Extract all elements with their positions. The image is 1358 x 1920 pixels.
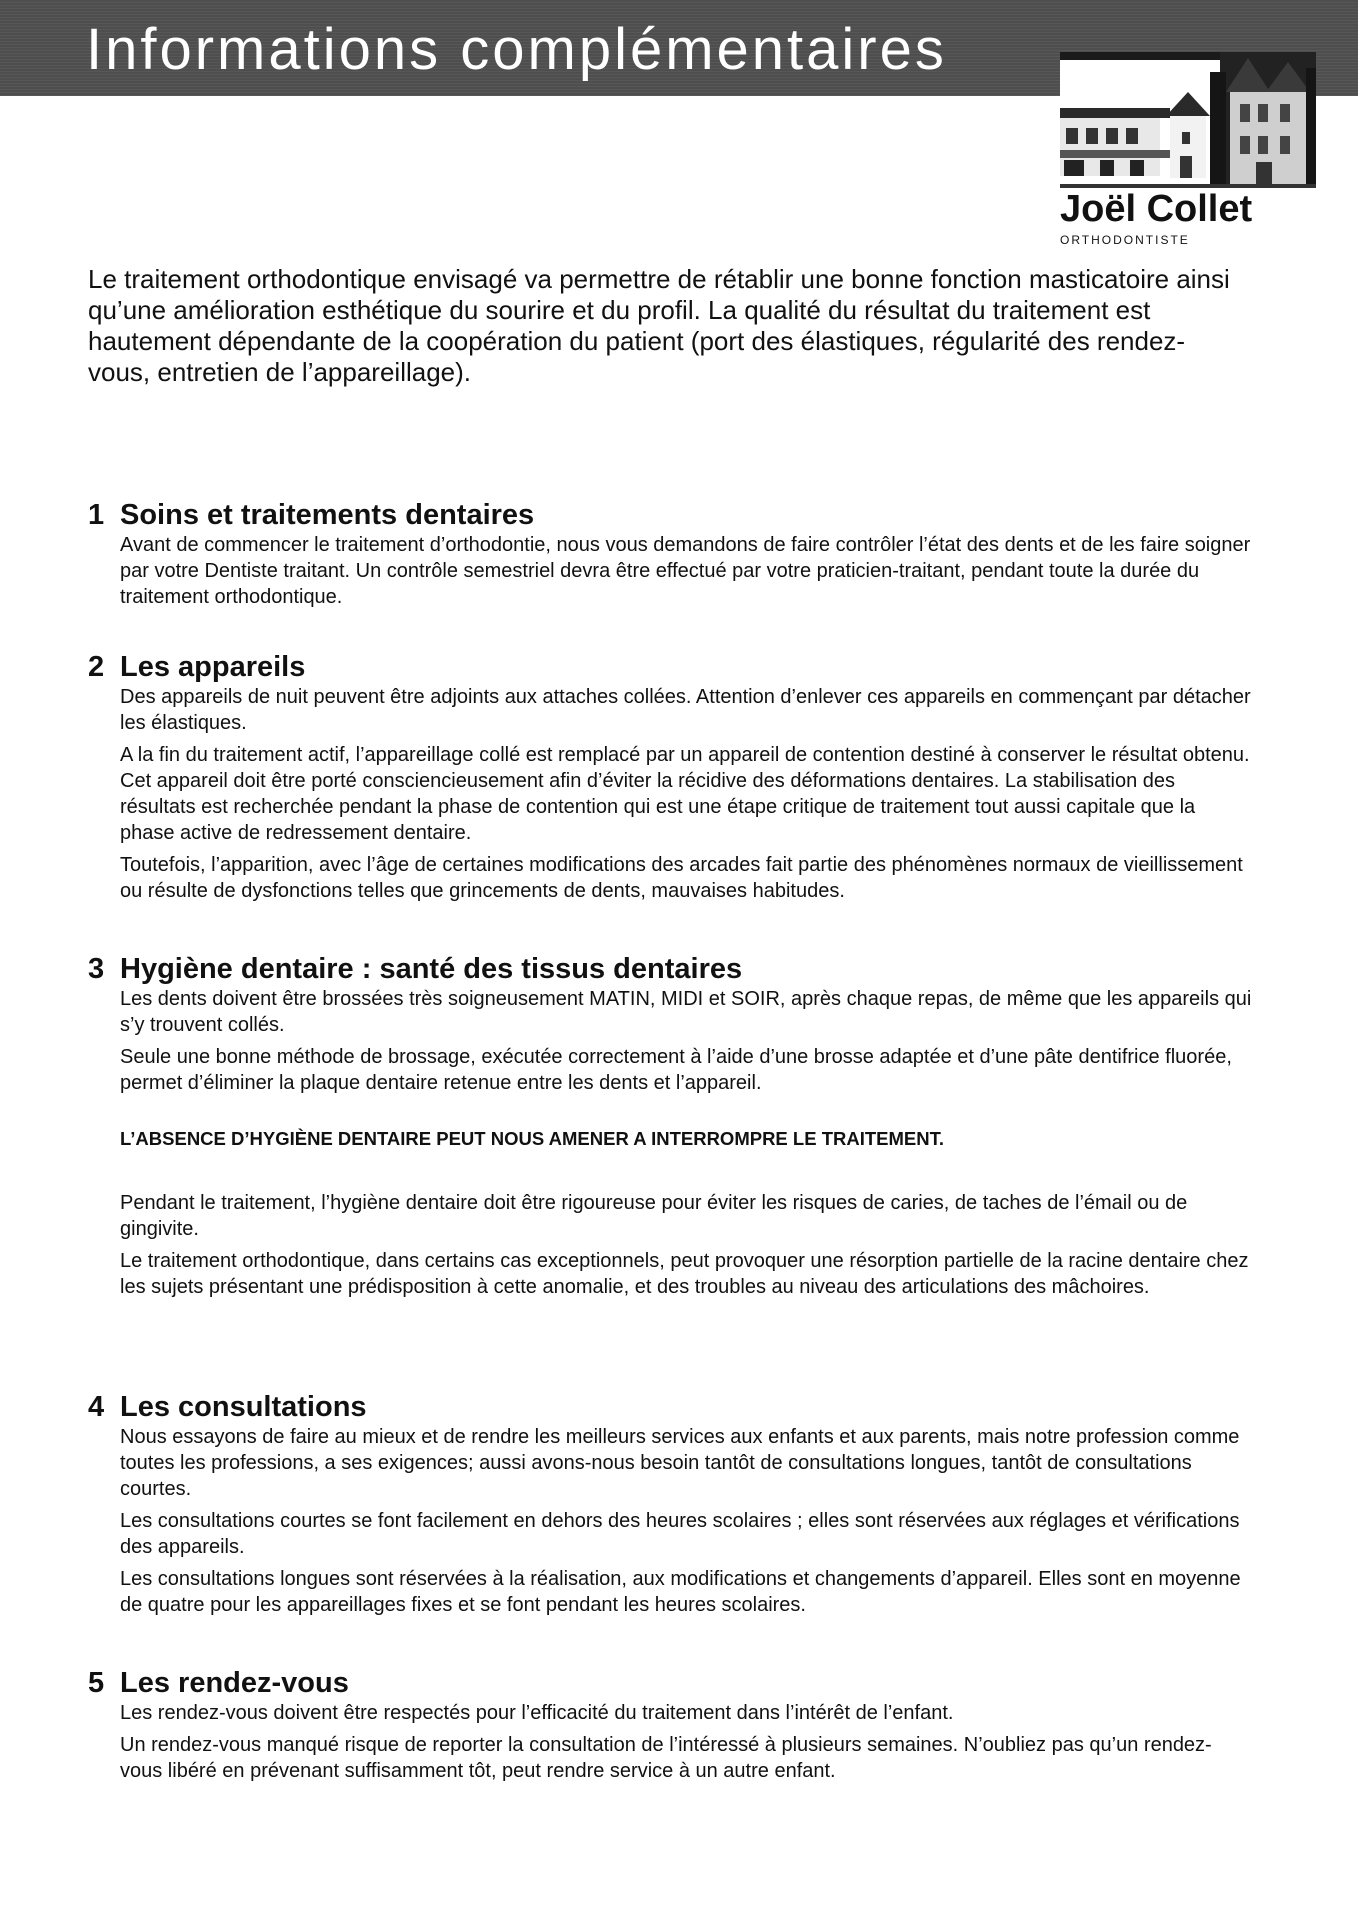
section-heading (88, 1390, 1252, 1424)
section-soins (88, 498, 1252, 616)
section-number: 5 (88, 1667, 105, 1699)
section-appareils (88, 650, 1252, 910)
paragraph: Pendant le traitement, l’hygiène dentaire doit être rigoureuse pour éviter les risques de caries, de taches de l’émail ou de gingivite. (120, 1192, 1188, 1240)
section-title: Hygiène dentaire : santé des tissus dentaires (120, 953, 743, 985)
paragraph: Toutefois, l’apparition, avec l’âge de certaines modifications des arcades fait partie des phénomènes normaux de vieillissement ou résulte de dysfonctions telles que grincements de dents, mauvaises habitudes. (120, 854, 1243, 902)
paragraph: Nous essayons de faire au mieux et de rendre les meilleurs services aux enfants et aux parents, mais notre profession comme toutes les professions, a ses exigences; aussi avons-nous besoin tantôt de consultations longues, tantôt de consultations courtes. (120, 1426, 1240, 1500)
intro-paragraph: Le traitement orthodontique envisagé va permettre de rétablir une bonne fonction masticatoire ainsi qu’une amélioration esthétique du sourire et du profil. La qualité du résultat du traitement est hautement dépendante de la coopération du patient (port des élastiques, régularité des rendez-vous, entretien de l’appareillage). (88, 264, 1230, 387)
section-heading (88, 498, 1252, 532)
section-hygiene (88, 952, 1252, 1306)
section-consultations (88, 1390, 1252, 1624)
paragraph: Le traitement orthodontique, dans certains cas exceptionnels, peut provoquer une résorption partielle de la racine dentaire chez les sujets présentant une prédisposition à cette anomalie, et des troubles au niveau des articulations des mâchoires. (120, 1250, 1249, 1298)
paragraph: Les rendez-vous doivent être respectés pour l’efficacité du traitement dans l’intérêt de l’enfant. (120, 1702, 954, 1724)
section-title: Soins et traitements dentaires (120, 499, 535, 531)
section-heading (88, 650, 1252, 684)
page-title: Informations complémentaires (86, 17, 947, 82)
practitioner-name: Joël Collet (1060, 188, 1253, 230)
section-body (120, 532, 1252, 610)
section-heading (88, 952, 1252, 986)
section-body (120, 1700, 1252, 1784)
section-rendez-vous (88, 1666, 1252, 1790)
section-body (120, 986, 1252, 1300)
paragraph: Les consultations courtes se font facilement en dehors des heures scolaires ; elles sont réservées aux réglages et vérifications des appareils. (120, 1510, 1240, 1558)
paragraph: Les dents doivent être brossées très soigneusement MATIN, MIDI et SOIR, après chaque repas, de même que les appareils qui s’y trouvent collés. (120, 988, 1252, 1036)
section-heading (88, 1666, 1252, 1700)
section-title: Les rendez-vous (120, 1667, 349, 1699)
section-body (120, 684, 1252, 904)
building-photo-icon (1060, 52, 1316, 188)
section-number: 2 (88, 651, 105, 683)
hygiene-warning: L’ABSENCE D’HYGIÈNE DENTAIRE PEUT NOUS AMENER A INTERROMPRE LE TRAITEMENT. (120, 1128, 944, 1149)
paragraph: Un rendez-vous manqué risque de reporter la consultation de l’intéressé à plusieurs semaines. N’oubliez pas qu’un rendez-vous libéré en prévenant suffisamment tôt, peut rendre service à un autre enfant. (120, 1734, 1212, 1782)
paragraph: Les consultations longues sont réservées à la réalisation, aux modifications et changements d’appareil. Elles sont en moyenne de quatre pour les appareillages fixes et se font pendant les heures scolaires. (120, 1568, 1241, 1616)
section-number: 1 (88, 499, 105, 531)
section-title: Les consultations (120, 1391, 367, 1423)
section-body (120, 1424, 1252, 1618)
paragraph: A la fin du traitement actif, l’appareillage collé est remplacé par un appareil de contention destiné à conserver le résultat obtenu. Cet appareil doit être porté consciencieusement afin d’éviter la récidive des déformations dentaires. La stabilisation des résultats est recherchée pendant la phase de contention qui est une étape critique de traitement tout aussi capitale que la phase active de redressement dentaire. (120, 744, 1250, 844)
building-photo (1060, 52, 1316, 188)
paragraph: Avant de commencer le traitement d’orthodontie, nous vous demandons de faire contrôler l’état des dents et de les faire soigner par votre Dentiste traitant. Un contrôle semestriel devra être effectué par votre praticien-traitant, pendant toute la durée du traitement orthodontique. (120, 534, 1251, 608)
practitioner-role: ORTHODONTISTE (1060, 233, 1190, 247)
section-number: 4 (88, 1391, 105, 1423)
section-title: Les appareils (120, 651, 306, 683)
section-number: 3 (88, 953, 105, 985)
paragraph: Des appareils de nuit peuvent être adjoints aux attaches collées. Attention d’enlever ces appareils en commençant par détacher les élastiques. (120, 686, 1251, 734)
paragraph: Seule une bonne méthode de brossage, exécutée correctement à l’aide d’une brosse adaptée et d’une pâte dentifrice fluorée, permet d’éliminer la plaque dentaire retenue entre les dents et l’appareil. (120, 1046, 1232, 1094)
